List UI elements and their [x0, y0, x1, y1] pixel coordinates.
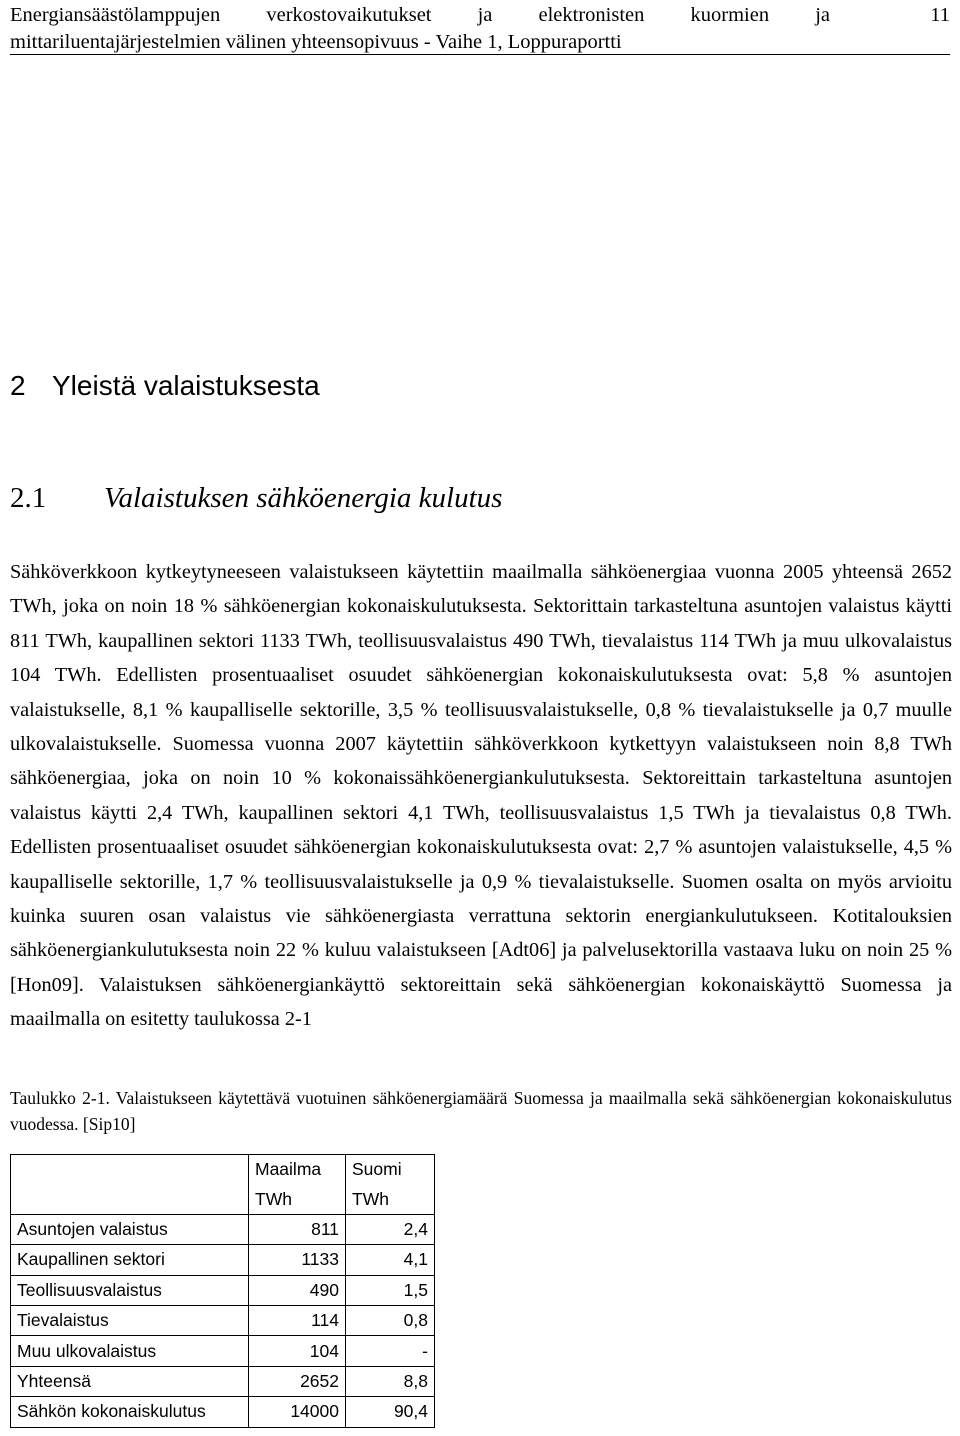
subsection-title: Valaistuksen sähköenergia kulutus — [104, 482, 503, 514]
world-value: 811 — [249, 1214, 346, 1244]
table-row — [11, 1397, 435, 1427]
world-value: 14000 — [249, 1397, 346, 1427]
finland-value: 4,1 — [346, 1245, 435, 1275]
header-word: elektronisten — [538, 4, 645, 26]
header-word: ja — [815, 4, 830, 26]
finland-value: 90,4 — [346, 1397, 435, 1427]
table-row — [11, 1336, 435, 1366]
header-line-2: mittariluentajärjestelmien välinen yhteensopivuus - Vaihe 1, Loppuraportti — [10, 31, 622, 53]
section-title: Yleistä valaistuksesta — [52, 370, 320, 401]
header-cell-world: Maailma — [249, 1155, 346, 1185]
row-label: Muu ulkovalaistus — [11, 1336, 249, 1366]
finland-value: - — [346, 1336, 435, 1366]
header-word: kuormien — [690, 4, 770, 26]
page-header — [10, 2, 950, 56]
subsection-number: 2.1 — [10, 482, 47, 514]
header-line-1 — [10, 2, 950, 29]
world-value: 104 — [249, 1336, 346, 1366]
row-label: Sähkön kokonaiskulutus — [11, 1397, 249, 1427]
header-rule — [10, 54, 950, 55]
finland-value: 2,4 — [346, 1214, 435, 1244]
row-label: Asuntojen valaistus — [11, 1214, 249, 1244]
table-row — [11, 1366, 435, 1396]
header-word: verkostovaikutukset — [266, 4, 432, 26]
finland-value: 0,8 — [346, 1305, 435, 1335]
header-word: Energiansäästölamppujen — [10, 4, 221, 26]
table-row — [11, 1245, 435, 1275]
row-label: Yhteensä — [11, 1366, 249, 1396]
page-number: 11 — [930, 4, 950, 26]
body-paragraph: Sähköverkkoon kytkeytyneeseen valaistukseen käytettiin maailmalla sähköenergiaa vuonna 2005 yhteensä 2652 TWh, joka on noin 18 % sähköenergian kokonaiskulutuksesta. Sektorittain tarkasteltuna asuntojen valaistus käytti 811 TWh, kaupallinen sektori 1133 TWh, teollisuusvalaistus 490 TWh, tievalaistus 114 TWh ja muu ulkovalaistus 104 TWh. Edellisten prosentuaaliset osuudet sähköenergian kokonaiskulutuksesta ovat: 5,8 % asuntojen valaistukselle, 8,1 % kaupalliselle sektorille, 3,5 % teollisuusvalaistukselle, 0,8 % tievalaistukselle ja 0,7 muulle ulkovalaistukselle. Suomessa vuonna 2007 käytettiin sähköverkkoon kytkettyyn valaistukseen noin 8,8 TWh sähköenergiaa, joka on noin 10 % kokonaissähköenergiankulutuksesta. Sektoreittain tarkasteltuna asuntojen valaistus käytti 2,4 TWh, kaupallinen sektori 4,1 TWh, teollisuusvalaistus 1,5 TWh ja tievalaistus 0,8 TWh. Edellisten prosentuaaliset osuudet sähköenergian kokonaiskulutuksesta ovat: 2,7 % asuntojen valaistukselle, 4,5 % kaupalliselle sektorille, 1,7 % teollisuusvalaistukselle ja 0,9 % tievalaistukselle. Suomen osalta on myös arvioitu kuinka suuren osan valaistus vie sähköenergiasta verrattuna sektorin energiankulutukseen. Kotitalouksien sähköenergiankulutuksesta noin 22 % kuluu valaistukseen [Adt06] ja palvelusektorilla vastaava luku on noin 25 % [Hon09]. Valaistuksen sähköenergiankäyttö sektoreittain sekä sähköenergian kokonaiskäyttö Suomessa ja maailmalla on esitetty taulukossa 2-1 — [10, 561, 952, 1031]
header-empty-cell — [11, 1155, 249, 1185]
subsection-heading — [10, 482, 502, 515]
table-header-row — [11, 1155, 435, 1185]
section-number: 2 — [10, 370, 26, 401]
table-row — [11, 1275, 435, 1305]
row-label: Kaupallinen sektori — [11, 1245, 249, 1275]
header-word: ja — [477, 4, 493, 26]
world-value: 490 — [249, 1275, 346, 1305]
finland-value: 8,8 — [346, 1366, 435, 1396]
table-row — [11, 1214, 435, 1244]
unit-cell-world: TWh — [249, 1184, 346, 1214]
world-value: 1133 — [249, 1245, 346, 1275]
energy-table — [10, 1154, 435, 1428]
finland-value: 1,5 — [346, 1275, 435, 1305]
section-heading — [10, 370, 320, 402]
unit-cell-finland: TWh — [346, 1184, 435, 1214]
table-row — [11, 1305, 435, 1335]
row-label: Teollisuusvalaistus — [11, 1275, 249, 1305]
header-empty-cell — [11, 1184, 249, 1214]
world-value: 2652 — [249, 1366, 346, 1396]
row-label: Tievalaistus — [11, 1305, 249, 1335]
header-cell-finland: Suomi — [346, 1155, 435, 1185]
table-caption: Taulukko 2-1. Valaistukseen käytettävä vuotuinen sähköenergiamäärä Suomessa ja maailmalla sekä sähköenergian kokonaiskulutus vuodessa. [Sip10] — [10, 1088, 952, 1134]
table-unit-row — [11, 1184, 435, 1214]
world-value: 114 — [249, 1305, 346, 1335]
header-title-words — [10, 2, 830, 29]
